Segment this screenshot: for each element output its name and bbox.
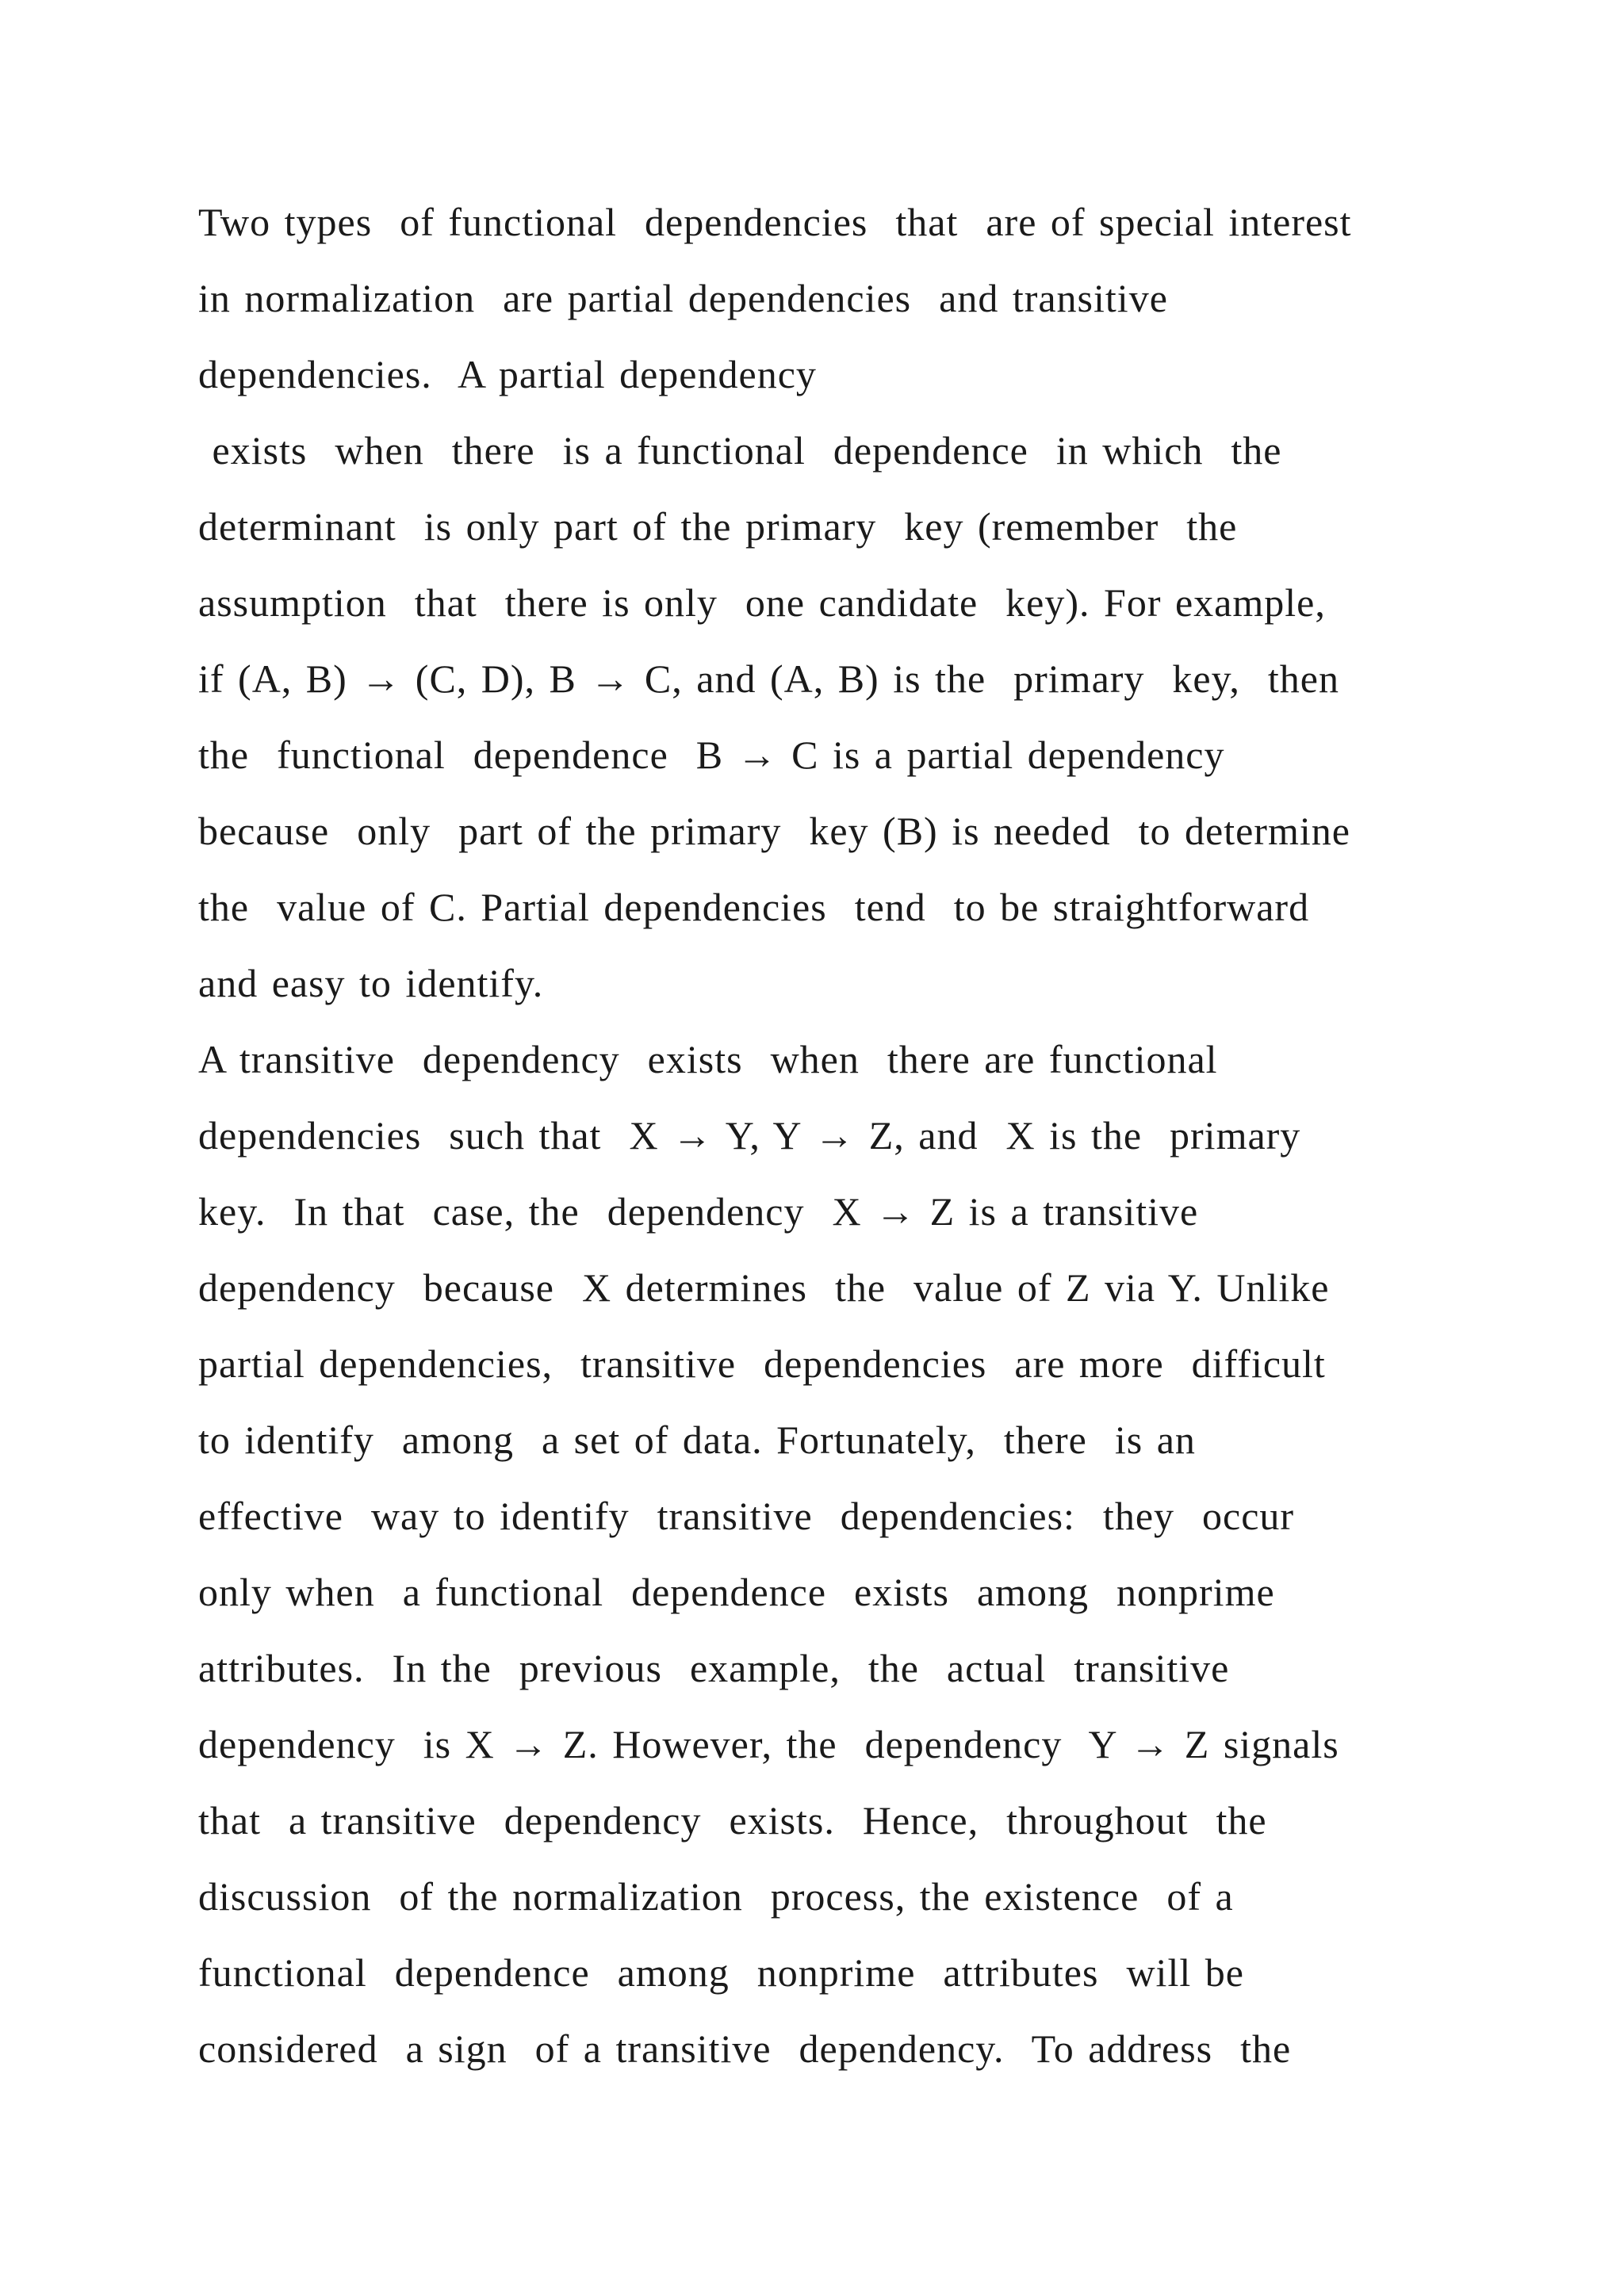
text-line: discussion of the normalization process, the existence of a (198, 1874, 1234, 1919)
text-line: that a transitive dependency exists. Hence, throughout the (198, 1798, 1267, 1843)
text-line: key. In that case, the dependency X → Z is a transitive (198, 1189, 1199, 1234)
text-line: determinant is only part of the primary key (remember the (198, 504, 1238, 549)
text-line: and easy to identify. (198, 961, 544, 1005)
text-line: in normalization are partial dependencies and transitive (198, 276, 1168, 320)
text-line: dependencies. A partial dependency (198, 352, 817, 396)
text-line: the functional dependence B → C is a partial dependency (198, 733, 1225, 777)
body-text (198, 184, 1530, 2087)
text-line: effective way to identify transitive dependencies: they occur (198, 1494, 1295, 1538)
text-line: because only part of the primary key (B) is needed to determine (198, 809, 1350, 853)
text-line: partial dependencies, transitive dependencies are more difficult (198, 1341, 1326, 1386)
text-line: to identify among a set of data. Fortunately, there is an (198, 1418, 1196, 1462)
text-line: assumption that there is only one candidate key). For example, (198, 580, 1326, 625)
text-line: dependencies such that X → Y, Y → Z, and X is the primary (198, 1113, 1301, 1158)
text-line: dependency is X → Z. However, the dependency Y → Z signals (198, 1722, 1339, 1766)
text-line: Two types of functional dependencies that are of special interest (198, 200, 1352, 244)
text-line: if (A, B) → (C, D), B → C, and (A, B) is the primary key, then (198, 656, 1339, 701)
text-line: exists when there is a functional dependence in which the (198, 428, 1282, 473)
text-line: only when a functional dependence exists among nonprime (198, 1570, 1275, 1614)
text-line: dependency because X determines the value of Z via Y. Unlike (198, 1265, 1330, 1310)
text-line: A transitive dependency exists when there are functional (198, 1037, 1218, 1081)
text-line: functional dependence among nonprime attributes will be (198, 1950, 1244, 1995)
text-line: the value of C. Partial dependencies tend to be straightforward (198, 885, 1310, 929)
text-line: attributes. In the previous example, the actual transitive (198, 1646, 1230, 1690)
text-line: considered a sign of a transitive dependency. To address the (198, 2026, 1292, 2071)
